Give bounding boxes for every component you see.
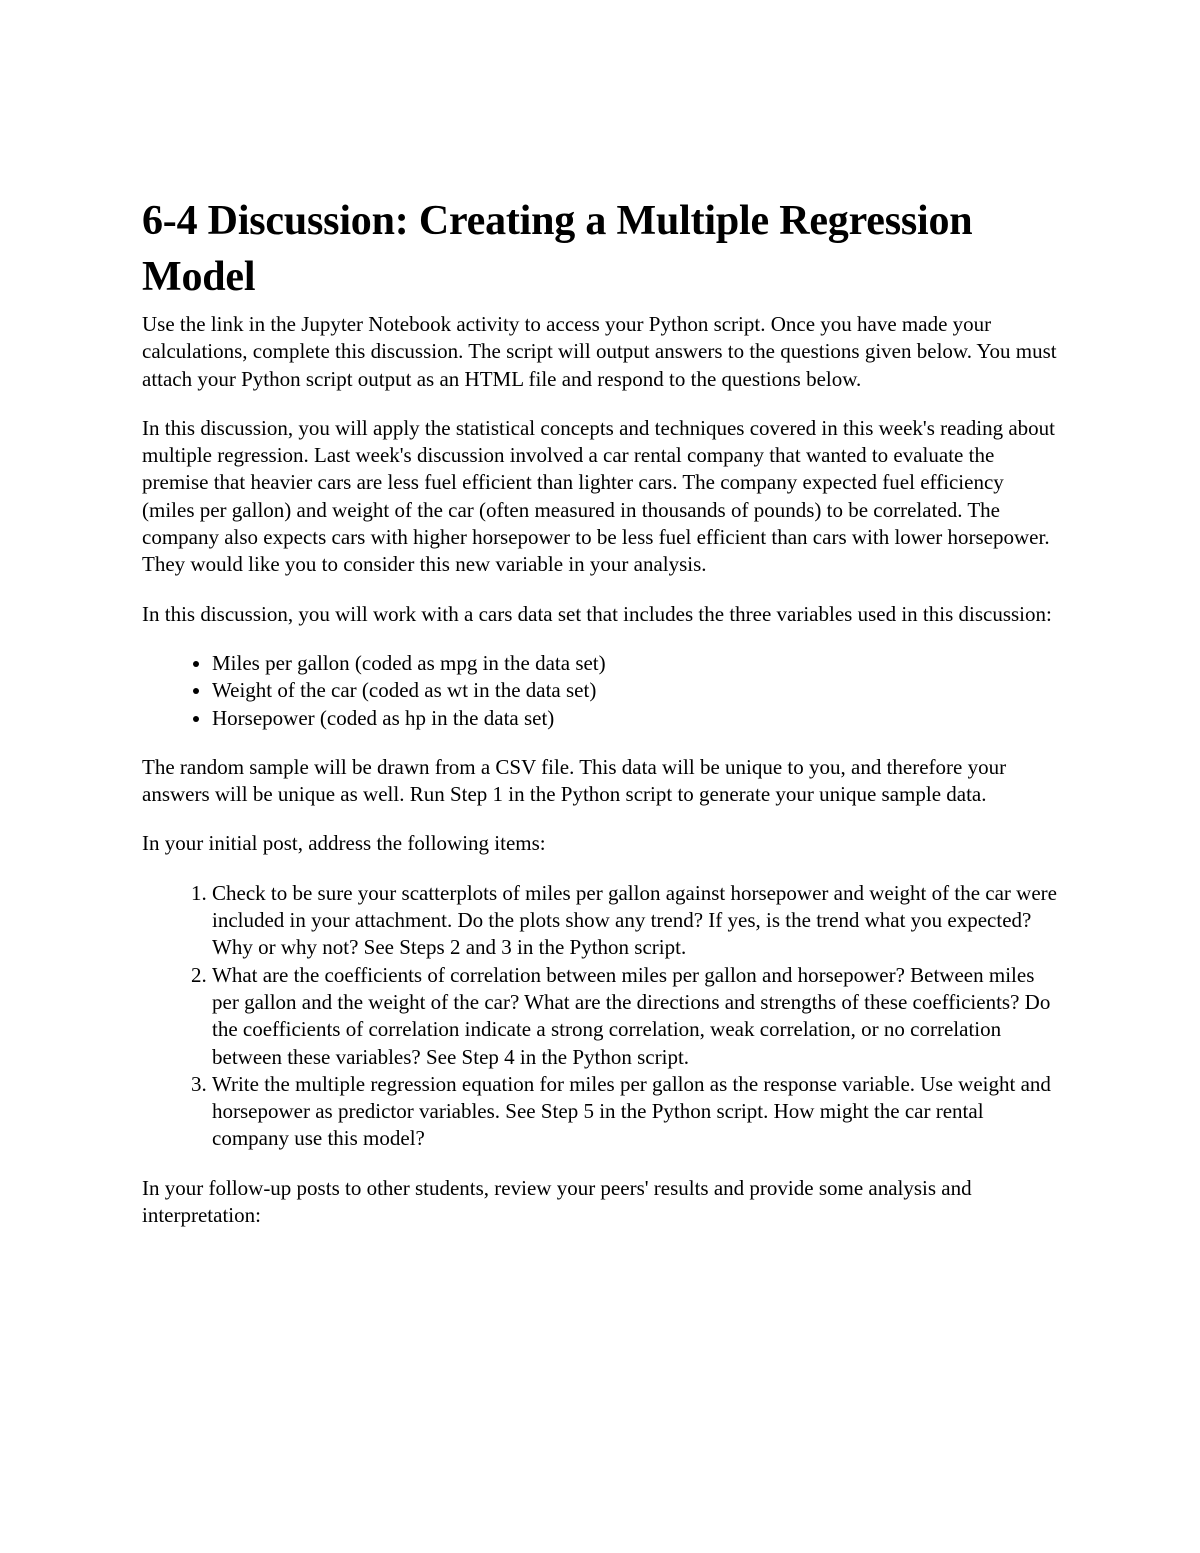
sample-note-paragraph: The random sample will be drawn from a CSV file. This data will be unique to you, and therefore your answers will be unique as well. Run Step 1 in the Python script to generate your unique sample data.	[142, 754, 1007, 807]
page-title: 6-4 Discussion: Creating a Multiple Regression Model	[142, 198, 973, 300]
dataset-intro-paragraph: In this discussion, you will work with a cars data set that includes the three variables used in this discussion:	[142, 601, 1052, 626]
list-item: • Miles per gallon (coded as mpg in the data set)	[212, 650, 1060, 677]
list-item: 2. What are the coefficients of correlation between miles per gallon and horsepower? Between miles per gallon and the weight of the car? What are the directions and strengths of these coefficients? Do the coefficients of correlation indicate a strong correlation, weak correlation, or no correlation between these variables? See Step 4 in the Python script.	[212, 962, 1060, 1071]
initial-post-intro-paragraph: In your initial post, address the following items:	[142, 831, 546, 856]
list-item: • Horsepower (coded as hp in the data set)	[212, 705, 1060, 732]
followup-paragraph: In your follow-up posts to other students, review your peers' results and provide some analysis and interpretation:	[142, 1175, 972, 1228]
variables-list	[142, 650, 1060, 732]
list-item: • Weight of the car (coded as wt in the data set)	[212, 677, 1060, 704]
intro-paragraph: Use the link in the Jupyter Notebook activity to access your Python script. Once you have made your calculations, complete this discussion. The script will output answers to the questions given below. You must attach your Python script output as an HTML file and respond to the questions below.	[142, 312, 1057, 391]
list-item: 1. Check to be sure your scatterplots of miles per gallon against horsepower and weight of the car were included in your attachment. Do the plots show any trend? If yes, is the trend what you expected? Why or why not? See Steps 2 and 3 in the Python script.	[212, 880, 1060, 962]
list-item: 3. Write the multiple regression equation for miles per gallon as the response variable. Use weight and horsepower as predictor variables. See Step 5 in the Python script. How might the car rental company use this model?	[212, 1071, 1060, 1153]
context-paragraph: In this discussion, you will apply the statistical concepts and techniques covered in this week's reading about multiple regression. Last week's discussion involved a car rental company that wanted to evaluate the premise that heavier cars are less fuel efficient than lighter cars. The company expected fuel efficiency (miles per gallon) and weight of the car (often measured in thousands of pounds) to be correlated. The company also expects cars with higher horsepower to be less fuel efficient than cars with lower horsepower. They would like you to consider this new variable in your analysis.	[142, 415, 1055, 577]
questions-list	[142, 880, 1060, 1153]
